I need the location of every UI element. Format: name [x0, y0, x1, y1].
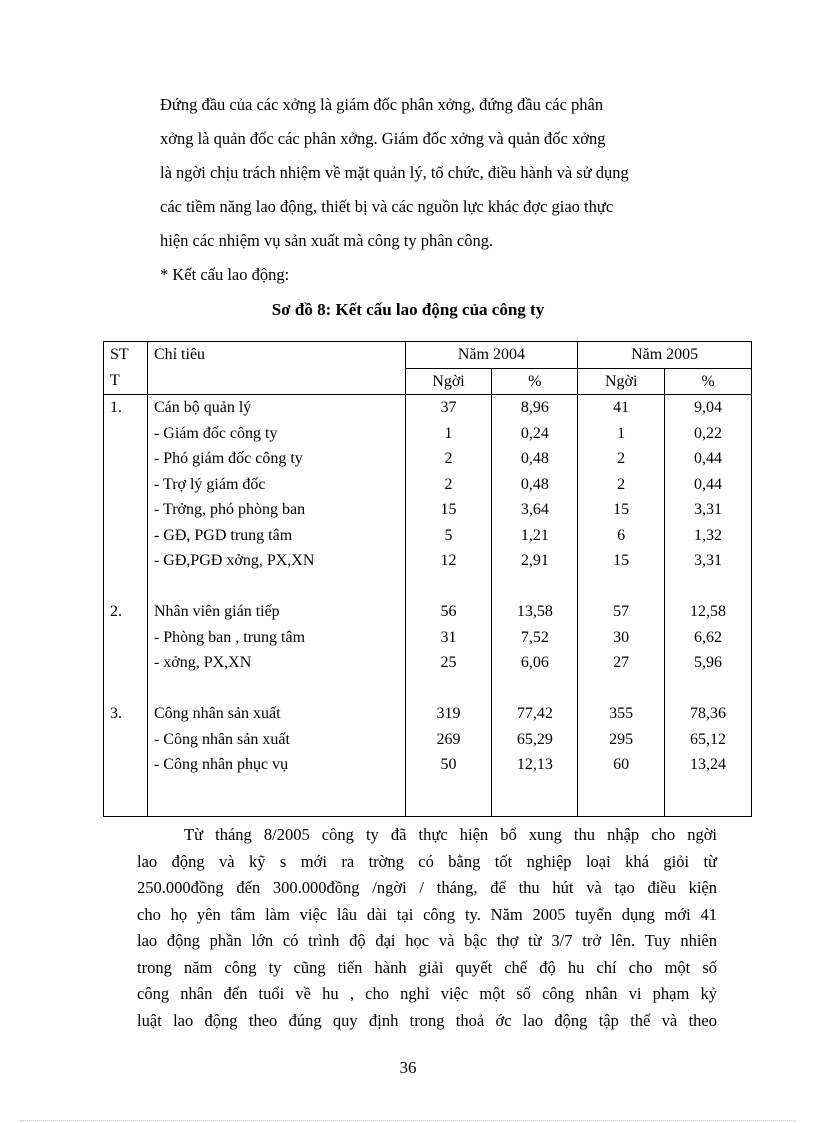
- row-stt: [104, 727, 148, 753]
- criteria-header: Chỉ tiêu: [147, 342, 405, 369]
- body-line: 250.000đồng đến 300.000đồng /ngời / tháng, để thu hút và tạo điều kiện: [137, 878, 717, 897]
- row-people-2004: 2: [405, 472, 492, 498]
- row-people-2005: 41: [578, 395, 665, 421]
- row-percent-2005: 65,12: [665, 727, 752, 753]
- row-people-2004: 15: [405, 497, 492, 523]
- row-people-2004: 319: [405, 701, 492, 727]
- stt-header: ST: [104, 342, 148, 369]
- page-number: 36: [399, 1058, 417, 1077]
- row-stt: [104, 752, 148, 778]
- spacer-cell: [147, 778, 405, 817]
- table-row: [104, 574, 752, 600]
- body-line: lao động và kỹ s mới ra trờng có bằng tốt nghiệp loại khá giỏi từ: [137, 851, 717, 871]
- row-percent-2004: 13,58: [492, 599, 578, 625]
- row-percent-2004: 77,42: [492, 701, 578, 727]
- row-people-2004: 37: [405, 395, 492, 421]
- row-people-2005: 27: [578, 650, 665, 676]
- intro-line: là ngời chịu trách nhiệm về mặt quản lý, tổ chức, điều hành và sử dụng: [160, 163, 629, 182]
- table-row-spacer: [104, 778, 752, 817]
- row-people-2005: 15: [578, 497, 665, 523]
- people-2004-header: Ngời: [405, 368, 492, 395]
- table-row: [104, 599, 752, 625]
- row-percent-2005: [665, 574, 752, 600]
- row-percent-2005: 1,32: [665, 523, 752, 549]
- people-2005-header: Ngời: [578, 368, 665, 395]
- table-row: [104, 421, 752, 447]
- row-people-2005: [578, 574, 665, 600]
- spacer-cell: [104, 778, 148, 817]
- intro-paragraph: [160, 88, 720, 292]
- row-stt: [104, 625, 148, 651]
- row-percent-2005: 5,96: [665, 650, 752, 676]
- spacer-cell: [405, 778, 492, 817]
- spacer-cell: [492, 778, 578, 817]
- row-people-2005: 295: [578, 727, 665, 753]
- row-people-2004: 50: [405, 752, 492, 778]
- row-percent-2005: 12,58: [665, 599, 752, 625]
- body-line: Từ tháng 8/2005 công ty đã thực hiện bổ xung thu nhập cho ngời: [184, 825, 717, 844]
- row-percent-2004: 65,29: [492, 727, 578, 753]
- row-percent-2004: [492, 676, 578, 702]
- year-2004-header: Năm 2004: [405, 342, 578, 369]
- row-people-2004: 1: [405, 421, 492, 447]
- table-row: [104, 752, 752, 778]
- row-stt: [104, 421, 148, 447]
- row-stt: [104, 523, 148, 549]
- table-row: [104, 472, 752, 498]
- row-percent-2004: 8,96: [492, 395, 578, 421]
- row-criteria: [147, 676, 405, 702]
- percent-2004-header: %: [492, 368, 578, 395]
- row-percent-2005: [665, 676, 752, 702]
- row-people-2005: [578, 676, 665, 702]
- body-line: cho họ yên tâm làm việc lâu dài tại công ty. Năm 2005 tuyển dụng mới 41: [137, 904, 717, 924]
- table-row: [104, 701, 752, 727]
- body-line: lao động phần lớn có trình độ đại học và bậc thợ từ 3/7 trở lên. Tuy nhiên: [137, 931, 717, 950]
- row-percent-2004: 0,24: [492, 421, 578, 447]
- labor-structure-table: [103, 341, 752, 817]
- row-percent-2004: 12,13: [492, 752, 578, 778]
- row-percent-2004: [492, 574, 578, 600]
- row-people-2005: 355: [578, 701, 665, 727]
- body-line: công nhân đến tuổi về hu , cho nghỉ việc một số công nhân vi phạm kỷ: [137, 984, 717, 1003]
- row-stt: [104, 497, 148, 523]
- row-percent-2005: 13,24: [665, 752, 752, 778]
- intro-line: * Kết cấu lao động:: [160, 265, 290, 284]
- row-criteria: Công nhân sản xuất: [147, 701, 405, 727]
- table-row: [104, 395, 752, 421]
- intro-line: các tiềm năng lao động, thiết bị và các nguồn lực khác đợc giao thực: [160, 197, 614, 216]
- percent-2005-header: %: [665, 368, 752, 395]
- row-percent-2005: 0,44: [665, 472, 752, 498]
- row-stt: [104, 446, 148, 472]
- row-people-2004: [405, 676, 492, 702]
- row-percent-2004: 7,52: [492, 625, 578, 651]
- row-criteria: [147, 574, 405, 600]
- row-people-2005: 60: [578, 752, 665, 778]
- year-2005-header: Năm 2005: [578, 342, 752, 369]
- row-stt: [104, 574, 148, 600]
- row-percent-2004: 0,48: [492, 446, 578, 472]
- row-people-2005: 6: [578, 523, 665, 549]
- footer-divider: [20, 1120, 796, 1121]
- row-stt: [104, 472, 148, 498]
- body-line: trong năm công ty cũng tiến hành giải quyết chế độ hu chí cho một số: [137, 957, 717, 977]
- row-people-2004: [405, 574, 492, 600]
- row-people-2005: 2: [578, 472, 665, 498]
- row-people-2004: 56: [405, 599, 492, 625]
- table-row: [104, 676, 752, 702]
- row-percent-2005: 0,44: [665, 446, 752, 472]
- row-percent-2004: 2,91: [492, 548, 578, 574]
- row-people-2005: 1: [578, 421, 665, 447]
- row-people-2004: 31: [405, 625, 492, 651]
- table-row: [104, 497, 752, 523]
- intro-line: Đứng đầu của các xởng là giám đốc phân xởng, đứng đầu các phân: [160, 95, 604, 114]
- intro-line: hiện các nhiệm vụ sản xuất mà công ty phân công.: [160, 231, 494, 250]
- table-row: [104, 650, 752, 676]
- row-criteria: - GĐ,PGĐ xởng, PX,XN: [147, 548, 405, 574]
- row-people-2004: 2: [405, 446, 492, 472]
- row-people-2004: 12: [405, 548, 492, 574]
- row-percent-2005: 3,31: [665, 497, 752, 523]
- spacer-cell: [578, 778, 665, 817]
- row-people-2005: 30: [578, 625, 665, 651]
- row-percent-2004: 3,64: [492, 497, 578, 523]
- row-criteria: - Công nhân sản xuất: [147, 727, 405, 753]
- row-criteria: - Phòng ban , trung tâm: [147, 625, 405, 651]
- body-paragraph: [137, 822, 717, 1034]
- row-people-2004: 25: [405, 650, 492, 676]
- row-criteria: Cán bộ quản lý: [147, 395, 405, 421]
- table-row: [104, 727, 752, 753]
- row-stt: 2.: [104, 599, 148, 625]
- body-line: luật lao động theo đúng quy định trong thoả ớc lao động tập thể và theo: [137, 1010, 717, 1030]
- row-percent-2005: 78,36: [665, 701, 752, 727]
- row-percent-2005: 3,31: [665, 548, 752, 574]
- table-row: [104, 446, 752, 472]
- row-people-2004: 5: [405, 523, 492, 549]
- row-people-2005: 57: [578, 599, 665, 625]
- row-stt: [104, 650, 148, 676]
- row-stt: [104, 548, 148, 574]
- row-percent-2005: 6,62: [665, 625, 752, 651]
- table-caption: Sơ đồ 8: Kết cấu lao động của công ty: [271, 300, 545, 319]
- table-row: [104, 523, 752, 549]
- row-percent-2004: 1,21: [492, 523, 578, 549]
- row-criteria: - Phó giám đốc công ty: [147, 446, 405, 472]
- stt-header-cont: T: [104, 368, 148, 395]
- row-percent-2004: 6,06: [492, 650, 578, 676]
- row-percent-2004: 0,48: [492, 472, 578, 498]
- intro-line: xởng là quản đốc các phân xởng. Giám đốc xởng và quản đốc xởng: [160, 129, 606, 148]
- criteria-header-cont: [147, 368, 405, 395]
- row-criteria: - GĐ, PGD trung tâm: [147, 523, 405, 549]
- row-criteria: - Trợ lý giám đốc: [147, 472, 405, 498]
- row-people-2005: 15: [578, 548, 665, 574]
- row-stt: 1.: [104, 395, 148, 421]
- table-row: [104, 625, 752, 651]
- row-criteria: - xởng, PX,XN: [147, 650, 405, 676]
- row-people-2004: 269: [405, 727, 492, 753]
- row-percent-2005: 0,22: [665, 421, 752, 447]
- row-percent-2005: 9,04: [665, 395, 752, 421]
- row-people-2005: 2: [578, 446, 665, 472]
- row-stt: 3.: [104, 701, 148, 727]
- row-criteria: - Giám đốc công ty: [147, 421, 405, 447]
- table-row: [104, 548, 752, 574]
- row-criteria: - Công nhân phục vụ: [147, 752, 405, 778]
- row-stt: [104, 676, 148, 702]
- spacer-cell: [665, 778, 752, 817]
- row-criteria: Nhân viên gián tiếp: [147, 599, 405, 625]
- row-criteria: - Trởng, phó phòng ban: [147, 497, 405, 523]
